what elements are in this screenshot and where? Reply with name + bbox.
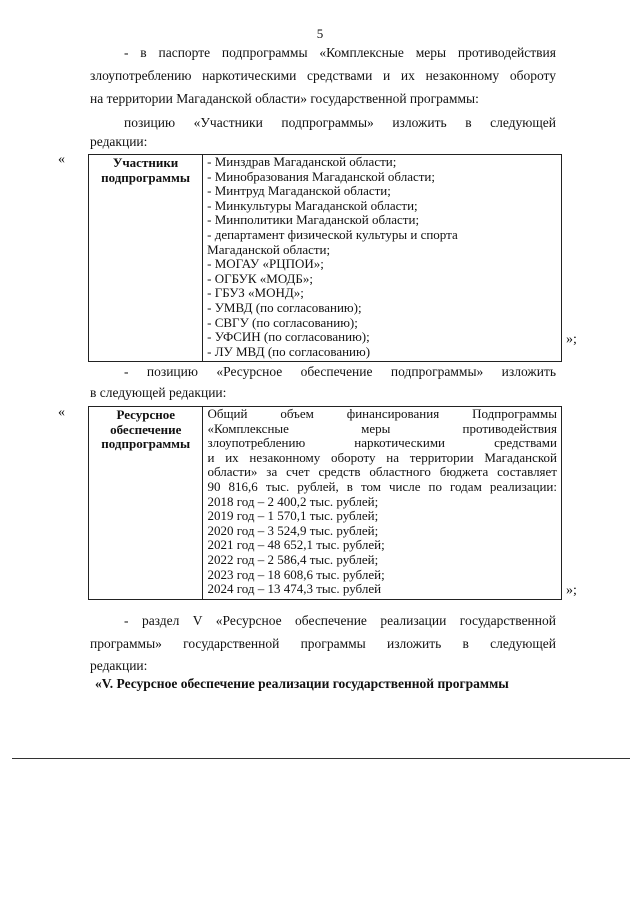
funding-text-line: 90 816,6 тыс. рублей, в том числе по годам реализации: [207,478,557,494]
participant-item: - УМВД (по согласованию); [207,299,362,315]
participants-table [88,154,562,362]
instruction-section-v-cont: программы» государственной программы изложить в следующей [90,636,556,651]
funding-year-row: 2020 год – 3 524,9 тыс. рублей; [207,522,379,538]
quote-close-1: »; [566,332,577,347]
participant-item: - Минкультуры Магаданской области; [207,197,418,213]
funding-text-line: «Комплексные меры противодействия [207,420,557,436]
resources-header-cell [89,407,203,600]
funding-year-row: 2024 год – 13 474,3 тыс. рублей [207,581,382,597]
participant-item: - МОГАУ «РЦПОИ»; [207,256,324,272]
instruction-section-v: - раздел V «Ресурсное обеспечение реализации государственной [124,613,556,628]
instruction-section-v-end: редакции: [90,658,148,673]
participant-item: - Минполитики Магаданской области; [207,212,420,228]
participant-item: - департамент физической культуры и спорта [207,226,458,242]
funding-text-line: злоупотреблению наркотическими средствами [207,435,557,451]
funding-text-line: Общий объем финансирования Подпрограммы [207,406,557,421]
funding-year-row: 2018 год – 2 400,2 тыс. рублей; [207,493,379,509]
participants-header-line: подпрограммы [101,169,191,185]
funding-year-row: 2021 год – 48 652,1 тыс. рублей; [207,537,385,553]
instruction-participants-cont: редакции: [90,134,148,149]
instruction-resources-cont: в следующей редакции: [90,385,227,400]
participant-item: - Минобразования Магаданской области; [207,168,435,184]
quote-close-2: »; [566,583,577,598]
quote-open-2: « [58,405,65,420]
funding-text-line: и их незаконному обороту на территории Магаданской [207,449,557,465]
page-number: 5 [316,26,324,41]
participants-header-cell [89,155,203,362]
participant-item: - ОГБУК «МОДБ»; [207,270,314,286]
intro-line-2: злоупотреблению наркотическими средствами и их незаконному обороту [90,68,556,83]
funding-year-row: 2019 год – 1 570,1 тыс. рублей; [207,508,379,524]
resources-header-line: обеспечение [110,421,182,437]
section-v-heading: «V. Ресурсное обеспечение реализации государственной программы [95,676,509,691]
instruction-participants: позицию «Участники подпрограммы» изложить в следующей [124,115,556,130]
participant-item: Магаданской области; [207,241,331,257]
participant-item: - УФСИН (по согласованию); [207,329,370,345]
participant-item: - Минздрав Магаданской области; [207,154,397,169]
participant-item: - ГБУЗ «МОНД»; [207,285,304,301]
quote-open-1: « [58,152,65,167]
participants-header-line: Участники [112,155,179,170]
resources-text-cell [203,407,562,600]
funding-text-line: области» за счет средств областного бюджета составляет [207,464,557,480]
intro-line-3: на территории Магаданской области» государственной программы: [90,91,479,106]
resources-table [88,406,562,600]
participants-list-cell [203,155,562,362]
funding-year-row: 2023 год – 18 608,6 тыс. рублей; [207,566,385,582]
resources-header-line: Ресурсное [116,407,176,422]
page-divider [12,758,630,759]
participant-item: - СВГУ (по согласованию); [207,314,358,330]
resources-header-line: подпрограммы [101,436,191,452]
intro-line-1: - в паспорте подпрограммы «Комплексные меры противодействия [124,45,556,60]
participant-item: - Минтруд Магаданской области; [207,183,391,199]
funding-year-row: 2022 год – 2 586,4 тыс. рублей; [207,551,379,567]
participant-item: - ЛУ МВД (по согласованию) [207,343,371,359]
instruction-resources: - позицию «Ресурсное обеспечение подпрограммы» изложить [124,364,556,379]
